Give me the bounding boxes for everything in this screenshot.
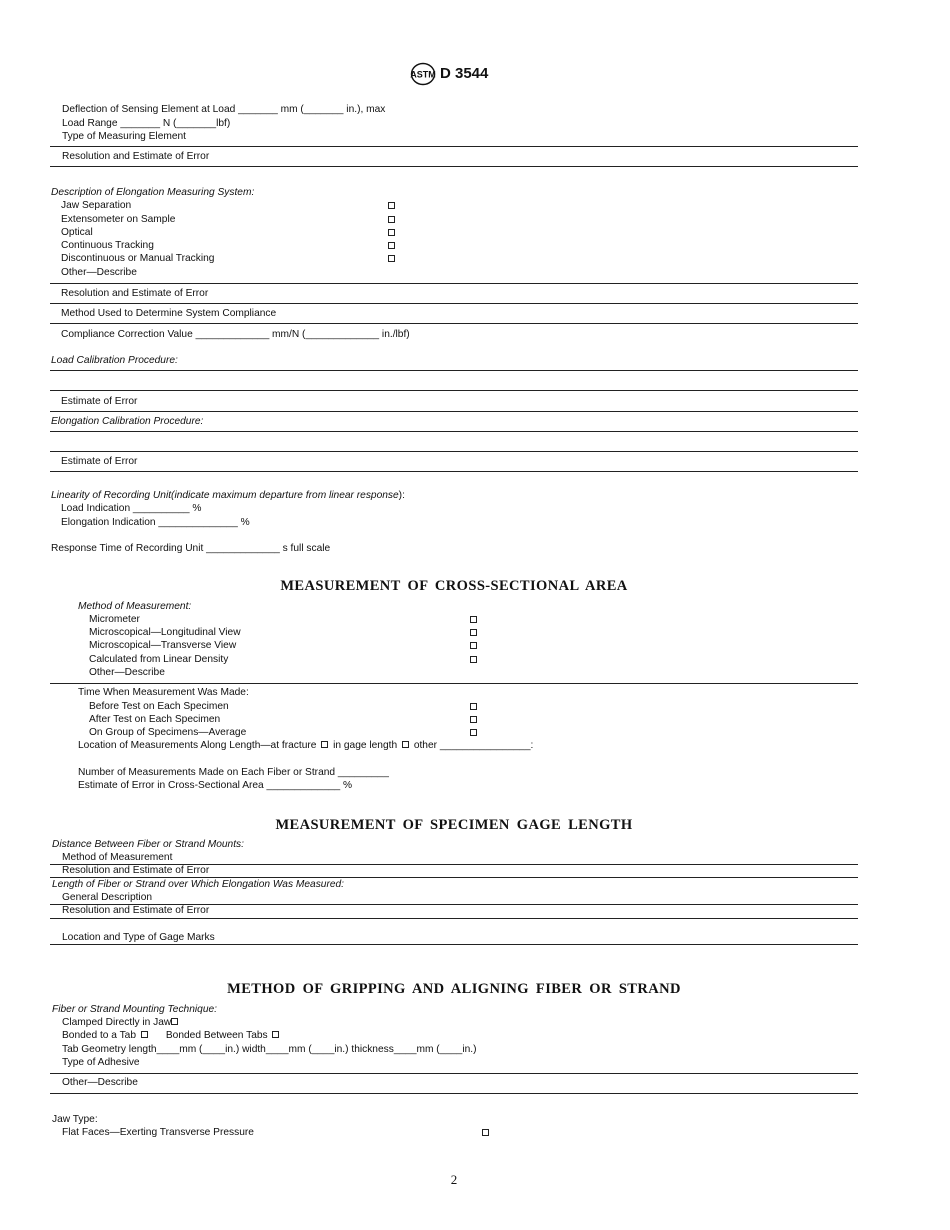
elongation-system-title: Description of Elongation Measuring System: bbox=[51, 187, 255, 198]
number-of-measurements: Number of Measurements Made on Each Fiber or Strand _________ bbox=[78, 767, 389, 778]
option-continuous-tracking: Continuous Tracking bbox=[61, 240, 154, 251]
divider bbox=[50, 944, 858, 945]
option-optical: Optical bbox=[61, 227, 93, 238]
gripping-other: Other—Describe bbox=[62, 1077, 138, 1088]
gage-resolution-2: Resolution and Estimate of Error bbox=[62, 905, 210, 916]
general-description: General Description bbox=[62, 892, 153, 903]
checkbox-linear-density[interactable] bbox=[470, 656, 477, 663]
section-heading-gripping: METHOD OF GRIPPING AND ALIGNING FIBER OR STRAND bbox=[227, 981, 681, 997]
elongation-calibration-estimate: Estimate of Error bbox=[61, 456, 138, 467]
response-time: Response Time of Recording Unit _____________ s full scale bbox=[51, 543, 331, 554]
method-micrometer: Micrometer bbox=[89, 614, 140, 625]
divider bbox=[50, 877, 858, 878]
divider bbox=[50, 323, 858, 324]
svg-text:ASTM: ASTM bbox=[410, 69, 436, 80]
cross-section-error: Estimate of Error in Cross-Sectional Area _____________ % bbox=[78, 780, 353, 791]
method-title: Method of Measurement: bbox=[78, 601, 192, 612]
divider bbox=[50, 451, 858, 452]
option-extensometer: Extensometer on Sample bbox=[61, 214, 176, 225]
checkbox-transverse[interactable] bbox=[470, 642, 477, 649]
divider bbox=[50, 918, 858, 919]
distance-title: Distance Between Fiber or Strand Mounts: bbox=[52, 839, 244, 850]
checkbox-optical[interactable] bbox=[388, 229, 395, 236]
checkbox-micrometer[interactable] bbox=[470, 616, 477, 623]
checkbox-in-gage-length[interactable] bbox=[402, 741, 409, 748]
divider bbox=[50, 471, 858, 472]
length-title: Length of Fiber or Strand over Which Elongation Was Measured: bbox=[52, 879, 345, 890]
load-calibration-title: Load Calibration Procedure: bbox=[51, 355, 178, 366]
divider bbox=[50, 370, 858, 371]
load-calibration-estimate: Estimate of Error bbox=[61, 396, 138, 407]
page-number: 2 bbox=[450, 1172, 458, 1187]
divider bbox=[50, 146, 858, 147]
tab-geometry: Tab Geometry length____mm (____in.) width____mm (____in.) thickness____mm (____in.) bbox=[62, 1044, 477, 1055]
time-after-test: After Test on Each Specimen bbox=[89, 714, 221, 725]
gage-marks: Location and Type of Gage Marks bbox=[62, 932, 215, 943]
divider bbox=[50, 283, 858, 284]
jaw-type-title: Jaw Type: bbox=[52, 1114, 98, 1125]
astm-logo-icon bbox=[410, 62, 436, 86]
checkbox-before-test[interactable] bbox=[470, 703, 477, 710]
clamped-directly: Clamped Directly in Jaw bbox=[62, 1017, 180, 1029]
divider bbox=[50, 1073, 858, 1074]
method-longitudinal: Microscopical—Longitudinal View bbox=[89, 627, 241, 638]
elongation-calibration-title: Elongation Calibration Procedure: bbox=[51, 416, 204, 427]
checkbox-flat-faces[interactable] bbox=[482, 1129, 489, 1136]
divider bbox=[50, 166, 858, 167]
section-heading-cross-section: MEASUREMENT OF CROSS-SECTIONAL AREA bbox=[280, 578, 628, 594]
time-title: Time When Measurement Was Made: bbox=[78, 687, 249, 698]
type-of-adhesive: Type of Adhesive bbox=[62, 1057, 140, 1068]
method-other: Other—Describe bbox=[89, 667, 165, 678]
checkbox-discontinuous-tracking[interactable] bbox=[388, 255, 395, 262]
load-indication: Load Indication __________ % bbox=[61, 503, 202, 514]
resolution-load: Resolution and Estimate of Error bbox=[62, 151, 210, 162]
load-range-field: Load Range _______ N (_______lbf) bbox=[62, 118, 231, 129]
compliance-value: Compliance Correction Value _____________ mm/N (_____________ in./lbf) bbox=[61, 329, 410, 340]
checkbox-continuous-tracking[interactable] bbox=[388, 242, 395, 249]
time-group-average: On Group of Specimens—Average bbox=[89, 727, 247, 738]
section-heading-gage-length: MEASUREMENT OF SPECIMEN GAGE LENGTH bbox=[275, 817, 633, 833]
compliance-method: Method Used to Determine System Compliance bbox=[61, 308, 277, 319]
checkbox-group-average[interactable] bbox=[470, 729, 477, 736]
mounting-technique-title: Fiber or Strand Mounting Technique: bbox=[52, 1004, 217, 1015]
checkbox-bonded-tab[interactable] bbox=[141, 1031, 148, 1038]
checkbox-longitudinal[interactable] bbox=[470, 629, 477, 636]
checkbox-after-test[interactable] bbox=[470, 716, 477, 723]
checkbox-jaw-separation[interactable] bbox=[388, 202, 395, 209]
method-transverse: Microscopical—Transverse View bbox=[89, 640, 237, 651]
divider bbox=[50, 431, 858, 432]
linearity-title: Linearity of Recording Unit(indicate maximum departure from linear response): bbox=[51, 490, 405, 501]
document-code: D 3544 bbox=[440, 65, 489, 82]
location-of-measurements: Location of Measurements Along Length—at fracture in gage length other ________________: bbox=[78, 740, 534, 751]
flat-faces: Flat Faces—Exerting Transverse Pressure bbox=[62, 1127, 254, 1138]
bonded-options: Bonded to a Tab Bonded Between Tabs bbox=[62, 1030, 281, 1042]
method-linear-density: Calculated from Linear Density bbox=[89, 654, 229, 665]
checkbox-clamped[interactable] bbox=[171, 1018, 178, 1025]
option-other: Other—Describe bbox=[61, 267, 137, 278]
type-measuring-element: Type of Measuring Element bbox=[62, 131, 187, 142]
time-before-test: Before Test on Each Specimen bbox=[89, 701, 229, 712]
divider bbox=[50, 303, 858, 304]
checkbox-extensometer[interactable] bbox=[388, 216, 395, 223]
checkbox-bonded-between[interactable] bbox=[272, 1031, 279, 1038]
divider bbox=[50, 390, 858, 391]
elongation-indication: Elongation Indication ______________ % bbox=[61, 517, 250, 528]
gage-resolution-1: Resolution and Estimate of Error bbox=[62, 865, 210, 876]
divider bbox=[50, 683, 858, 684]
deflection-field: Deflection of Sensing Element at Load _______ mm (_______ in.), max bbox=[62, 104, 386, 115]
option-discontinuous-tracking: Discontinuous or Manual Tracking bbox=[61, 253, 215, 264]
option-jaw-separation: Jaw Separation bbox=[61, 200, 132, 211]
checkbox-at-fracture[interactable] bbox=[321, 741, 328, 748]
divider bbox=[50, 1093, 858, 1094]
resolution-elongation: Resolution and Estimate of Error bbox=[61, 288, 209, 299]
divider bbox=[50, 411, 858, 412]
method-of-measurement: Method of Measurement bbox=[62, 852, 173, 863]
